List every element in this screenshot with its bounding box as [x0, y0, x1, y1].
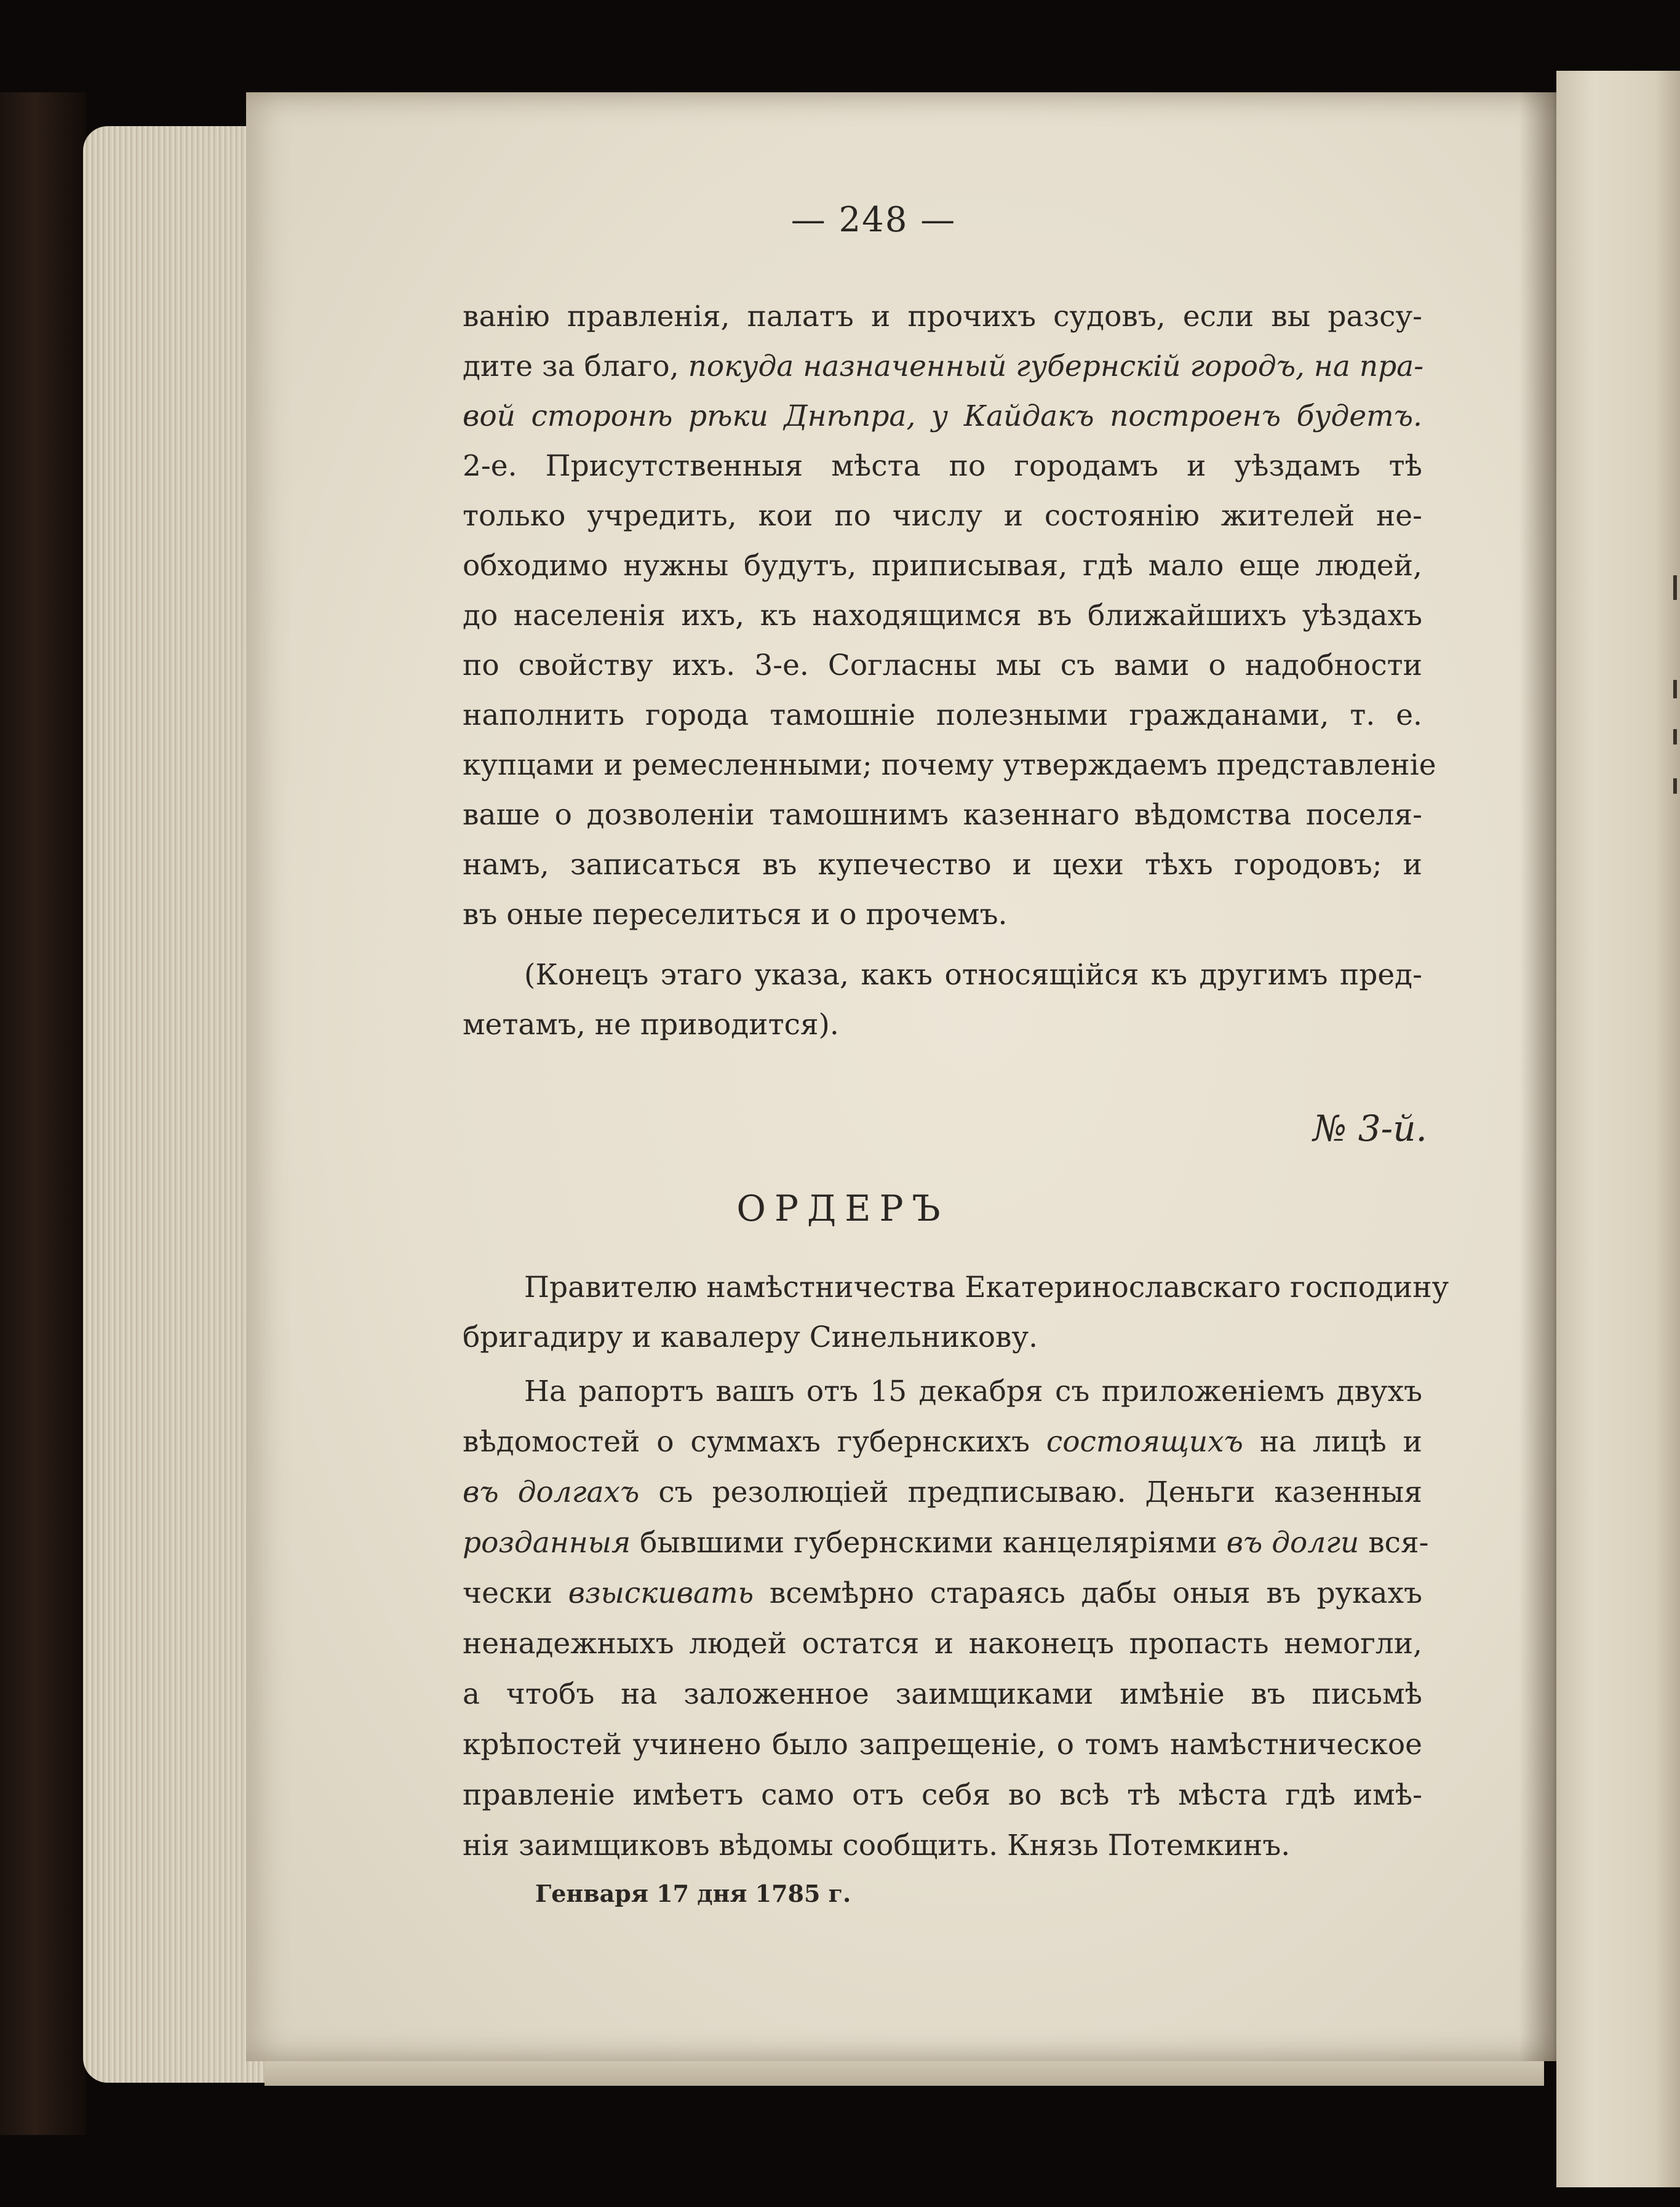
text-line — [463, 348, 1422, 385]
text-line — [463, 747, 1436, 784]
document-heading: ОРДЕРЪ — [736, 1187, 949, 1229]
italic-text-segment: въ долгахъ — [463, 1475, 640, 1509]
page-number: — 248 — — [790, 200, 957, 240]
document-number: № 3-й. — [1313, 1107, 1427, 1149]
text-segment: вся- — [1359, 1526, 1429, 1560]
text-segment: до населенія ихъ, къ находящимся въ ближайшихъ уѣздахъ — [463, 599, 1422, 633]
text-line — [463, 548, 1422, 585]
italic-text-segment: покуда назначенный губернскій городъ, на пра- — [688, 349, 1424, 383]
text-segment: въ оные переселиться и о прочемъ. — [463, 898, 1008, 932]
text-line — [463, 597, 1422, 634]
text-line — [463, 498, 1422, 535]
text-line — [524, 957, 1422, 994]
text-segment: нія заимщиковъ вѣдомы сообщить. Князь Потемкинъ. — [463, 1829, 1291, 1862]
italic-text-segment: въ долги — [1226, 1526, 1360, 1560]
text-line — [463, 1626, 1422, 1662]
text-segment: вѣдомостей о суммахъ губернскихъ — [463, 1425, 1046, 1459]
text-segment: съ резолюціей предписываю. Деньги казенныя — [639, 1475, 1422, 1509]
text-line — [524, 1269, 1449, 1306]
text-segment: правленіе имѣетъ само отъ себя во всѣ тѣ мѣста гдѣ имѣ- — [463, 1778, 1422, 1812]
text-line — [463, 697, 1422, 734]
italic-text-segment: розданныя — [463, 1526, 631, 1560]
text-segment: бригадиру и кавалеру Синельникову. — [463, 1320, 1038, 1354]
text-line — [463, 1575, 1422, 1612]
text-segment: ваше о дозволеніи тамошнимъ казеннаго вѣдомства поселя- — [463, 798, 1422, 832]
text-segment: бывшими губернскими канцеляріями — [631, 1526, 1227, 1560]
text-segment: метамъ, не приводится). — [463, 1008, 839, 1042]
text-line — [524, 1373, 1422, 1410]
text-segment: купцами и ремесленными; почему утверждаемъ представленіе — [463, 748, 1436, 782]
text-line — [463, 896, 1422, 933]
text-line — [463, 1007, 1422, 1044]
text-segment: а чтобъ на заложенное заимщиками имѣніе въ письмѣ — [463, 1677, 1422, 1711]
text-line — [463, 1676, 1422, 1713]
text-line — [463, 1726, 1422, 1763]
text-segment: ненадежныхъ людей остатся и наконецъ пропасть немогли, — [463, 1627, 1422, 1661]
text-line — [463, 1777, 1422, 1814]
italic-text-segment: вой сторонѣ рѣки Днѣпра, у Кайдакъ построенъ будетъ. — [463, 399, 1422, 433]
italic-text-segment: взыскивать — [568, 1576, 754, 1610]
text-segment: наполнить города тамошніе полезными гражданами, т. е. — [463, 698, 1422, 732]
text-segment: только учредить, кои по числу и состоянію жителей не- — [463, 499, 1422, 533]
text-line — [463, 398, 1422, 435]
text-segment: (Конецъ этаго указа, какъ относящійся къ другимъ пред- — [524, 958, 1422, 992]
text-line — [463, 448, 1422, 485]
text-line — [463, 1827, 1422, 1864]
text-line — [463, 847, 1422, 884]
document-date: Генваря 17 дня 1785 г. — [535, 1880, 851, 1907]
text-line — [463, 1525, 1429, 1562]
text-segment: дите за благо, — [463, 349, 688, 383]
text-line — [463, 298, 1422, 335]
text-line — [463, 647, 1422, 684]
text-segment: На рапортъ вашъ отъ 15 декабря съ приложеніемъ двухъ — [524, 1375, 1422, 1408]
italic-text-segment: состоящихъ — [1046, 1425, 1243, 1459]
text-line — [463, 1319, 1422, 1356]
text-segment: намъ, записаться въ купечество и цехи тѣхъ городовъ; и — [463, 848, 1422, 882]
text-segment: ванію правленія, палатъ и прочихъ судовъ, если вы разсу- — [463, 300, 1422, 333]
text-segment: чески — [463, 1576, 568, 1610]
text-line — [463, 1474, 1422, 1511]
text-segment: Правителю намѣстничества Екатеринославскаго господину — [524, 1271, 1449, 1304]
text-segment: всемѣрно стараясь дабы оныя въ рукахъ — [754, 1576, 1422, 1610]
text-line — [463, 1424, 1422, 1461]
text-segment: на лицѣ и — [1243, 1425, 1422, 1459]
text-segment: обходимо нужны будутъ, приписывая, гдѣ мало еще людей, — [463, 549, 1422, 583]
text-segment: по свойству ихъ. 3-е. Согласны мы съ вами о надобности — [463, 649, 1422, 682]
text-line — [463, 797, 1422, 834]
text-segment: крѣпостей учинено было запрещеніе, о томъ намѣстническое — [463, 1728, 1422, 1762]
text-segment: 2-е. Присутственныя мѣста по городамъ и уѣздамъ тѣ — [463, 449, 1422, 483]
